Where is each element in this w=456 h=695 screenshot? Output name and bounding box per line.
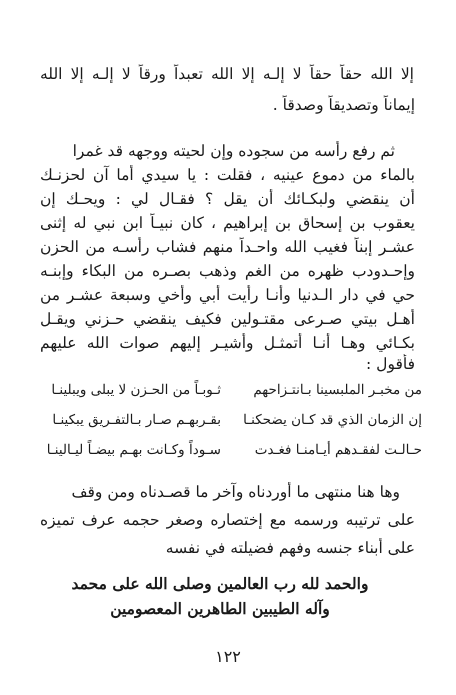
verse-second-hemistich: ثـوبـاً من الحـزن لا يبلى ويبلينـا bbox=[51, 382, 221, 398]
text-line: بكـائي وهـا أنـا أتمثـل وأشيـر إليهم صوات الله عليهم bbox=[40, 334, 415, 352]
text-line: فأقول : bbox=[366, 355, 415, 373]
text-line: حي في دار الـدنيا وأنـا رأيت أبي وأخي وسبعة عشـر من bbox=[40, 286, 415, 304]
text-line: على أبناء جنسه وفهم فضيلته في نفسه bbox=[165, 539, 415, 557]
text-line: وها هنا منتهى ما أوردناه وآخر ما قصـدناه ومن وقف bbox=[71, 483, 400, 501]
verse-second-hemistich: سـوداً وكـانت بهـم بيضـاً ليـالينـا bbox=[46, 442, 221, 458]
poem-verse bbox=[36, 442, 422, 464]
poem-verse bbox=[36, 382, 422, 404]
text-line: بالماء من دموع عينيه ، فقلت : يا سيدي أما آن لحزنـك bbox=[40, 166, 415, 184]
verse-second-hemistich: بقـربهـم صـار بـالتفـريق يبكينـا bbox=[52, 412, 221, 428]
text-line: إيماناً وتصديقاً وصدقاً . bbox=[272, 96, 415, 114]
text-line: على ترتيبه ورسمه مع إختصاره وصغر حجمه عرف تميزه bbox=[40, 511, 415, 529]
verse-first-hemistich: حـالـت لفقـدهم أيـامنـا فغـدت bbox=[254, 442, 422, 458]
text-line: أهـل بيتي صـرعى مقتـولين فكيف ينقضي حـزني ويقـل bbox=[40, 310, 415, 328]
text-line: وإحـدودب ظهره من الغم وذهب بصـره من البكاء وإبنـه bbox=[40, 262, 415, 280]
text-line: يعقوب بن إسحاق بن إبراهيم ، كان نبيـاً ابن نبي له إثنى bbox=[40, 214, 415, 232]
text-line: عشـر إبناً فغيب الله واحـداً منهم فشاب رأسـه من الحزن bbox=[40, 238, 415, 256]
page-number: ١٢٢ bbox=[215, 647, 241, 666]
verse-first-hemistich: من مخبـر الملبسينا بـانتـزاحهم bbox=[253, 382, 422, 398]
text-line: ثم رفع رأسه من سجوده وإن لحيته ووجهه قد غمرا bbox=[72, 142, 395, 160]
verse-first-hemistich: إن الزمان الذي قد كـان يضحكنـا bbox=[243, 412, 422, 428]
poem-verse bbox=[36, 412, 422, 434]
closing-line: والحمد لله رب العالمين وصلى الله على محمد bbox=[71, 574, 369, 593]
text-line: أن ينقضي ولبكـائك أن يقل ؟ فقـال لي : ويحـك إن bbox=[40, 190, 415, 208]
text-line: إلا الله حقاً حقاً لا إلـه إلا الله تعبداً ورقاً لا إلـه إلا الله bbox=[40, 65, 414, 83]
closing-line: وآله الطيبين الطاهرين المعصومين bbox=[110, 599, 330, 618]
